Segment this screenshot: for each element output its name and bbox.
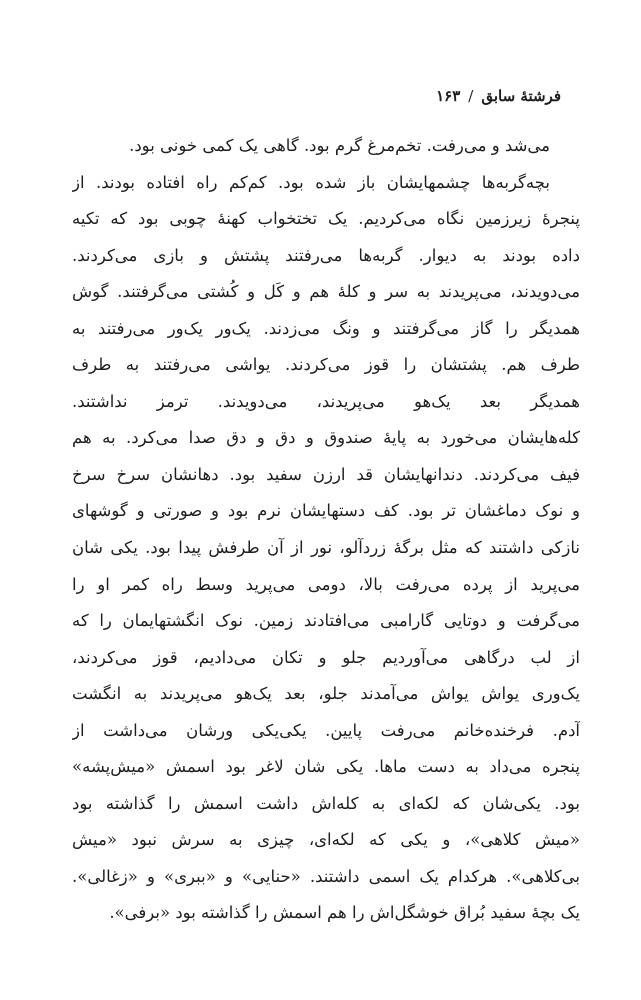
text-line: از لب درگاهی می‌آوردیم جلو و تکان می‌دادیم، قوز می‌کردند، [72,647,580,667]
text-line: نازکی داشتند که مثل برگهٔ زردآلو، نور از آن طرفش پیدا بود. یکی شان [72,538,580,558]
text-line: «میش کلاهی»، و یکی که لکه‌ای، چیزی به سرش نبود «میش [72,830,580,850]
text-line: پنجره می‌داد به دست ماها. یکی شان لاغر بود اسمش «میش‌پشه» [72,757,580,777]
text-line: همدیگر بعد یک‌هو می‌پریدند، می‌دویدند. ترمز نداشتند. [72,391,580,411]
body-text [72,128,580,932]
text-line: می‌شد و می‌رفت. تخم‌مرغ گرم بود. گاهی یک کمی خونی بود. [129,136,550,155]
text-line: یک بچهٔ سفید بُراق خوشگل‌اش را هم اسمش را گذاشته بود «برفی». [109,903,580,923]
text-line: آدم. فرخنده‌خانم می‌رفت پایین. یکی‌یکی ورشان می‌داشت از [72,720,580,740]
text-line: فیف می‌کردند. دندانهایشان قد ارزن سفید بود. دهانشان سرخ سرخ [72,464,580,484]
text-line: همدیگر را گاز می‌گرفتند و ونگ می‌زدند. یک‌ور یک‌ور می‌رفتند به [72,318,580,338]
text-line: می‌پرید از پرده می‌رفت بالا، دومی می‌پرید وسط راه کمر او را [72,574,580,594]
text-line: بی‌کلاهی». هرکدام یک اسمی داشتند. «حنایی» و «ببری» و «زغالی». [72,866,580,886]
text-line: بود. یکی‌شان که لکه‌ای به کله‌اش داشت اسمش را گذاشته بود [72,793,580,813]
text-line: و نوک دماغشان تر بود. کف دستهایشان نرم بود و صورتی و گوشهای [72,501,580,521]
text-line: پنجرهٔ زیرزمین نگاه می‌کردیم. یک تختخواب کهنهٔ چوبی بود که تکیه [72,209,580,229]
running-head-title: فرشتهٔ سابق [481,87,561,105]
text-line: کله‌هایشان می‌خورد به پایهٔ صندوق و دق و دق صدا می‌کرد. به هم [72,428,580,448]
page-number: ۱۶۳ [436,87,461,105]
text-line: می‌دویدند، می‌پریدند به سر و کلهٔ هم و کَل و کُشتی می‌گرفتند. گوش [72,282,580,302]
running-head-separator: / [468,87,474,105]
text-line: بچه‌گربه‌ها چشمهایشان باز شده بود. کم‌کم راه افتاده بودند. از [72,172,550,192]
text-line: یک‌وری یواش یواش می‌آمدند جلو، بعد یک‌هو می‌پریدند به انگشت [72,684,580,704]
text-line: داده بودند به دیوار. گربه‌ها می‌رفتند پشتش و بازی می‌کردند. [72,245,580,265]
running-head [436,86,561,106]
text-line: می‌گرفت و دوتایی گارامبی می‌افتادند زمین. نوک انگشتهایمان را که [72,611,580,631]
text-line: طرف هم. پشتشان را قوز می‌کردند. یواشی می‌رفتند به طرف [72,355,580,375]
